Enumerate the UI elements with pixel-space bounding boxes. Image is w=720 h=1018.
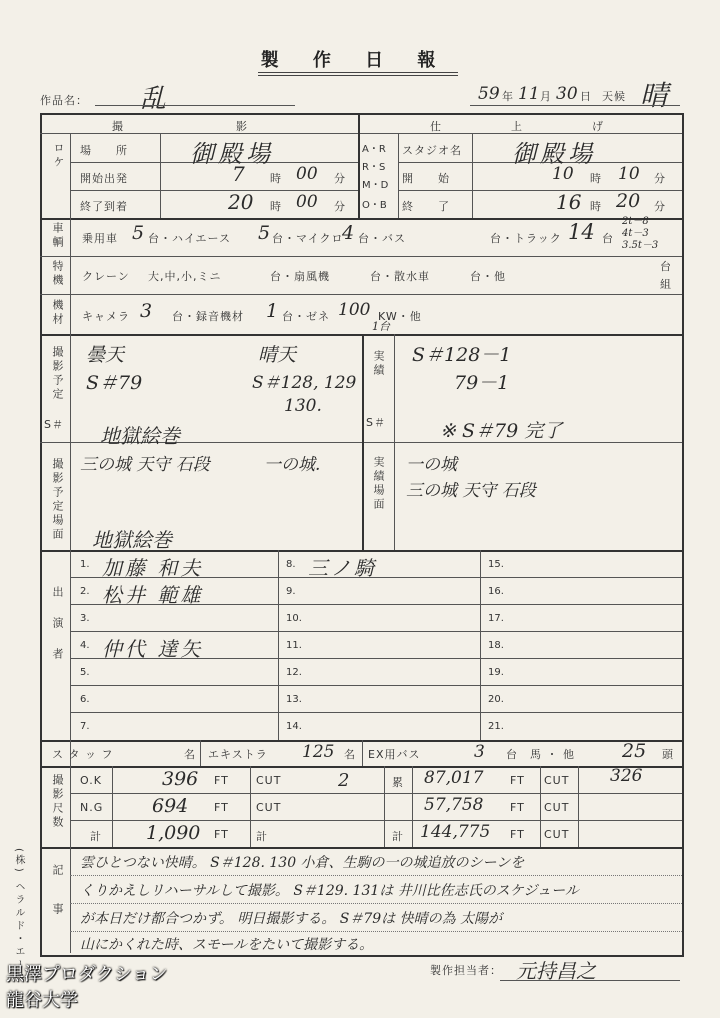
studio-value: 御殿場 [512,140,596,168]
producer-underline [500,980,680,981]
ok-ft: 396 [162,768,199,790]
unit-bottom: 組 [660,278,672,291]
depart-hour: 7 [232,162,245,186]
cast-number: 2. [80,586,90,597]
camera-value: 3 [140,300,153,322]
scheduled-scene-line-right: 130. [284,396,322,416]
watermark: 黒澤プロダクション 龍谷大学 [6,964,168,1011]
notes-line: くりかえしリハーサルして撮影。 S＃129. 131は 井川比佐志氏のスケジュール [80,883,579,899]
divider [472,133,473,218]
bus-unit: 台 [506,748,518,761]
vehicles-label: 車輌 [51,222,64,250]
cast-number: 21. [488,721,504,732]
code-rs: R・S [362,162,386,173]
scheduled-place-line: 三の城 天守 石段 [80,455,210,475]
cut-label: CUT [544,801,570,814]
cast-number: 9. [286,586,296,597]
producer-label: 製作担当者： [430,964,502,977]
date-day-label: 日 [580,90,592,103]
company-name: (株) ヘラルド・エース [13,848,24,985]
divider [362,740,363,766]
cast-label: 出演者 [51,586,64,679]
actual-place-label: 実績場面 [372,456,385,512]
micro-value: 4 [342,222,355,244]
hour-unit: 時 [270,200,282,213]
ruled-line [70,931,682,932]
date-day: 30 [556,84,578,104]
work-title-underline [95,105,295,106]
cast-name: 三ノ騎 [308,556,377,580]
cumulative-total-label: 計 [392,830,404,843]
cumulative-total-ft: 144,775 [420,822,491,842]
car-value: 5 [132,222,145,244]
special-label: 特機 [51,260,64,288]
cast-number: 5. [80,667,90,678]
gen-value: 100 [338,300,371,320]
ng-ft: 694 [152,795,189,817]
cut-label: CUT [544,774,570,787]
depart-min: 00 [296,164,318,184]
gen-label: 台・ゼネ [282,310,330,323]
divider [70,685,682,686]
divider [70,793,682,794]
actual-scene-line: S＃128－1 [412,344,512,366]
cast-number: 17. [488,613,504,624]
notes-line: 雲ひとつない快晴。 S＃128. 130 小倉、生駒の一の城追放のシーンを [80,855,525,871]
water-label: 台・散水車 [370,270,430,283]
cut-label: CUT [256,801,282,814]
cut-label: CUT [256,774,282,787]
equipment-label: 機材 [51,299,64,327]
scheduled-scene-line-right: S＃128, 129 [252,373,357,393]
scheduled-place-line: 地獄絵巻 [92,528,172,552]
scheduled-scene-label: 撮影予定 [51,346,64,402]
actual-sharp-label: S＃ [366,416,386,429]
hour-unit: 時 [590,200,602,213]
cast-number: 13. [286,694,302,705]
scheduled-sharp-label: S＃ [44,418,64,431]
ft-unit: FT [510,774,525,787]
studio-label: スタジオ名 [402,144,462,157]
shooting-header: 撮 影 [112,120,267,133]
start-hour: 10 [552,164,574,184]
work-title-label: 作品名： [40,94,88,107]
cast-name: 仲代 達矢 [102,637,204,661]
place-value: 御殿場 [190,140,274,168]
cut-label: CUT [544,828,570,841]
ok-cut: 2 [338,770,350,791]
start-min: 10 [618,164,640,184]
actual-place-line: 一の城 [406,455,457,475]
recorder-label: 台・録音機材 [172,310,244,323]
location-label: ロケ [52,142,65,170]
total-cut-label: 計 [256,830,268,843]
cast-number: 16. [488,586,504,597]
ft-unit: FT [510,828,525,841]
divider [384,766,385,847]
truck-note: 2t－8 [622,216,649,227]
hiace-value: 5 [258,222,271,244]
extras-value: 125 [302,742,335,762]
min-unit: 分 [334,200,346,213]
cast-number: 20. [488,694,504,705]
truck-label: 台・トラック [490,232,562,245]
cast-number: 8. [286,559,296,570]
producer-value: 元持昌之 [516,959,596,983]
divider [200,740,201,766]
cast-number: 1. [80,559,90,570]
ok-label: O.K [80,774,102,787]
actual-place-line: 三の城 天守 石段 [406,481,536,501]
horse-label: 馬 ・ 他 [530,748,575,761]
scheduled-scene-line: 曇天 [86,344,125,366]
code-ar: A・R [362,144,386,155]
notes-line: が本日だけ都合つかず。 明日撮影する。 S＃79は 快晴の為 太陽が [80,911,503,927]
ft-unit: FT [510,801,525,814]
cumulative-ng-ft: 57,758 [424,795,484,815]
divider [70,133,71,218]
cast-number: 3. [80,613,90,624]
unit-top: 台 [660,260,672,273]
divider [160,133,161,218]
min-unit: 分 [654,172,666,185]
divider [70,820,682,821]
arrive-label: 終了到着 [80,200,128,213]
weather-value: 晴 [640,79,669,112]
divider [40,294,682,295]
finishing-header: 仕 上 げ [430,120,619,133]
divider [250,766,251,847]
cumulative-label: 累 [392,776,404,789]
actual-scene-line: ※ S＃79 完了 [440,420,563,442]
camera-label: キャメラ [82,310,130,323]
truck-note: 3.5t－3 [622,240,659,251]
staff-label: ス タ ッ フ [52,748,114,761]
scheduled-scene-line: S＃79 [86,372,143,394]
staff-unit: 名 [184,748,196,761]
arrive-min: 00 [296,192,318,212]
end-hour: 16 [556,190,582,214]
date-year-label: 年 [502,90,514,103]
title-underline [258,72,458,73]
crane-label: クレーン [82,270,130,283]
page-title: 製 作 日 報 [260,50,450,71]
total-ft: 1,090 [146,822,201,844]
divider [358,113,360,218]
hiace-label: 台・ハイエース [148,232,232,245]
cast-name: 加藤 和夫 [102,556,204,580]
micro-label: 台・マイクロ [272,232,344,245]
date-month-label: 月 [540,90,552,103]
ft-unit: FT [214,801,229,814]
min-unit: 分 [654,200,666,213]
arrive-hour: 20 [228,190,254,214]
scheduled-scene-line-right: 晴天 [258,344,297,366]
cast-number: 11. [286,640,302,651]
divider [40,766,682,768]
cumulative-ok-cut: 326 [610,766,643,786]
label-column-divider [70,218,71,953]
total-label: 計 [90,830,102,843]
cast-number: 15. [488,559,504,570]
start-label: 開 始 [402,172,450,185]
fan-label: 台・扇風機 [270,270,330,283]
notes-label: 記事 [51,864,64,942]
cast-number: 14. [286,721,302,732]
truck-note: 4t－3 [622,228,649,239]
place-label: 場 所 [80,144,128,157]
recorder-value: 1 [266,300,279,322]
end-min: 20 [616,190,641,212]
actual-scene-line: 79－1 [454,372,510,394]
other-label: 台・他 [470,270,506,283]
ruled-line [70,903,682,904]
divider [40,847,682,849]
horse-unit: 頭 [662,748,674,761]
divider [412,766,413,847]
cast-number: 10. [286,613,302,624]
truck-unit: 台 [602,232,614,245]
hour-unit: 時 [590,172,602,185]
work-title-value: 乱 [140,84,167,114]
car-label: 乗用車 [82,232,118,245]
horse-value: 25 [622,740,647,762]
cast-number: 4. [80,640,90,651]
date-underline [470,105,680,106]
cast-name: 松井 範雄 [102,583,204,607]
cast-number: 7. [80,721,90,732]
divider [70,712,682,713]
ex-bus-label: EX用バス [368,748,421,761]
ng-label: N.G [80,801,104,814]
min-unit: 分 [334,172,346,185]
divider [40,334,682,336]
depart-label: 開始出発 [80,172,128,185]
gen-unit: KW・他 [378,310,422,323]
divider [112,766,113,847]
ft-unit: FT [214,828,229,841]
actual-scene-label: 実績 [372,350,385,378]
gen-note: 1台 [372,320,390,333]
extras-unit: 名 [344,748,356,761]
divider [70,190,358,191]
ex-bus-value: 3 [474,742,485,762]
scheduled-place-label: 撮影予定場面 [51,458,64,542]
scheduled-place-line: 一の城. [264,455,321,475]
bus-label: 台・バス [358,232,406,245]
divider [394,334,395,550]
cast-number: 6. [80,694,90,705]
divider [362,334,364,550]
date-year: 59 [478,84,500,104]
title-underline [258,75,458,76]
ft-unit: FT [214,774,229,787]
scheduled-scene-line: 地獄絵巻 [100,424,180,448]
divider [578,766,579,847]
cast-number: 18. [488,640,504,651]
divider [40,256,682,257]
divider [70,631,682,632]
code-ob: O・B [362,200,387,211]
divider [398,133,399,218]
date-month: 11 [518,84,540,104]
weather-label: 天候 [602,90,626,103]
notes-line: 山にかくれた時、スモールをたいて撮影する。 [80,937,374,953]
end-label: 終 了 [402,200,450,213]
ruled-line [70,875,682,876]
cast-number: 19. [488,667,504,678]
cast-number: 12. [286,667,302,678]
crane-sizes: 大,中,小,ミニ [148,270,222,283]
hour-unit: 時 [270,172,282,185]
divider [540,766,541,847]
extras-label: エキストラ [208,748,268,761]
divider [40,740,682,742]
cumulative-ok-ft: 87,017 [424,768,484,788]
footage-label: 撮影尺数 [51,774,64,830]
code-md: M・D [362,180,389,191]
truck-value: 14 [568,220,595,244]
